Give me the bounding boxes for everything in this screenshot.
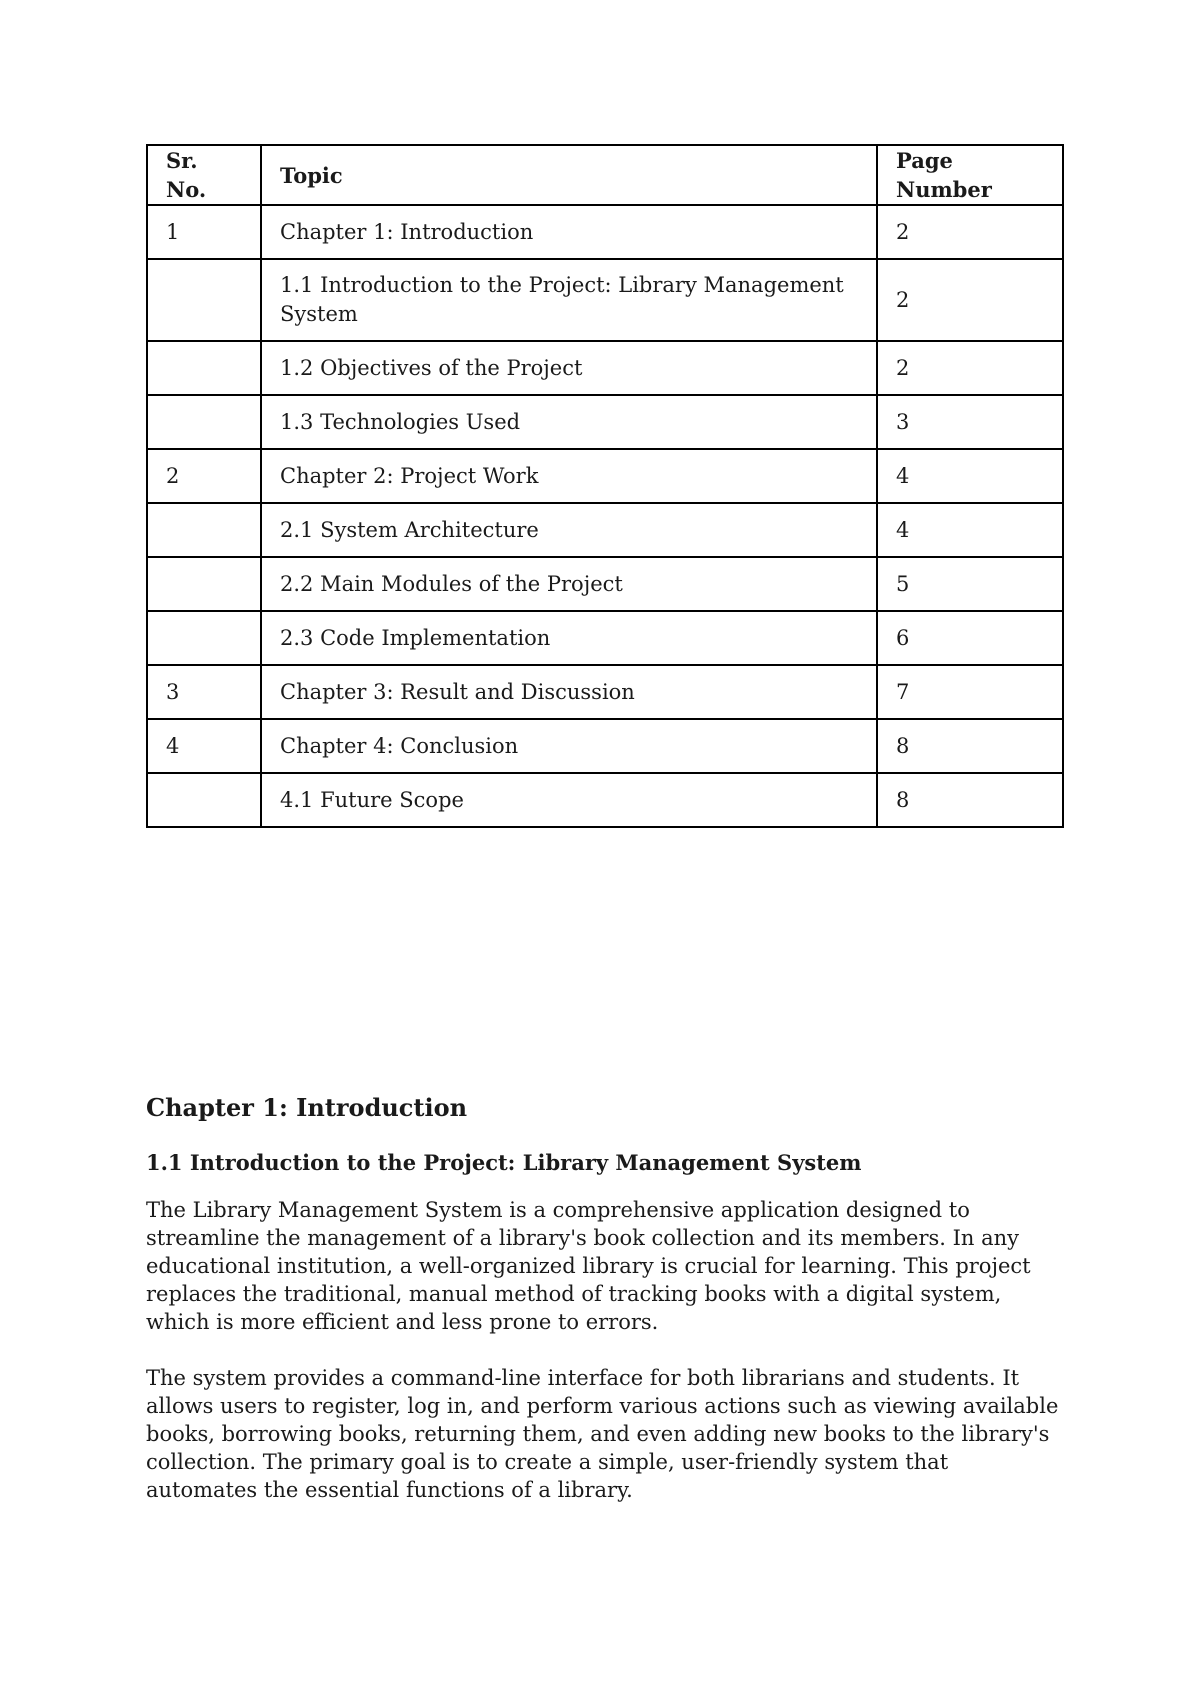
table-row [147, 611, 1063, 665]
cell-topic: 2.2 Main Modules of the Project [261, 557, 877, 611]
cell-page-number: 2 [877, 205, 1063, 259]
cell-page-number: 8 [877, 773, 1063, 827]
cell-sr-no [147, 503, 261, 557]
cell-page-number: 2 [877, 341, 1063, 395]
cell-sr-no [147, 611, 261, 665]
cell-sr-no [147, 259, 261, 341]
cell-topic: 4.1 Future Scope [261, 773, 877, 827]
paragraph: The Library Management System is a comprehensive application designed to streamline the management of a library's book collection and its members. In any educational institution, a well-organized library is crucial for learning. This project replaces the traditional, manual method of tracking books with a digital system, which is more efficient and less prone to errors. [146, 1198, 1031, 1334]
table-row [147, 395, 1063, 449]
header-topic: Topic [261, 145, 877, 205]
table-row [147, 719, 1063, 773]
table-header-row [147, 145, 1063, 205]
cell-sr-no: 1 [147, 205, 261, 259]
cell-page-number: 8 [877, 719, 1063, 773]
header-page-number: Page Number [877, 145, 1063, 205]
table-row [147, 205, 1063, 259]
cell-topic: 1.1 Introduction to the Project: Library Management System [261, 259, 877, 341]
section-title: 1.1 Introduction to the Project: Library Management System [146, 1150, 862, 1175]
cell-sr-no [147, 395, 261, 449]
cell-page-number: 4 [877, 449, 1063, 503]
table-of-contents [146, 144, 1064, 828]
cell-topic: Chapter 2: Project Work [261, 449, 877, 503]
cell-sr-no: 3 [147, 665, 261, 719]
cell-page-number: 3 [877, 395, 1063, 449]
cell-sr-no: 4 [147, 719, 261, 773]
cell-page-number: 7 [877, 665, 1063, 719]
table-row [147, 503, 1063, 557]
cell-sr-no: 2 [147, 449, 261, 503]
table-row [147, 665, 1063, 719]
cell-sr-no [147, 341, 261, 395]
header-sr-no: Sr. No. [147, 145, 261, 205]
cell-topic: Chapter 1: Introduction [261, 205, 877, 259]
chapter-content [146, 1088, 1062, 1504]
cell-topic: Chapter 3: Result and Discussion [261, 665, 877, 719]
cell-page-number: 2 [877, 259, 1063, 341]
paragraph: The system provides a command-line interface for both librarians and students. It allows users to register, log in, and perform various actions such as viewing available books, borrowing books, returning them, and even adding new books to the library's collection. The primary goal is to create a simple, user-friendly system that automates the essential functions of a library. [146, 1366, 1059, 1502]
table-row [147, 259, 1063, 341]
cell-topic: 2.3 Code Implementation [261, 611, 877, 665]
chapter-title: Chapter 1: Introduction [146, 1093, 468, 1122]
cell-page-number: 4 [877, 503, 1063, 557]
table-row [147, 557, 1063, 611]
table-row [147, 449, 1063, 503]
cell-sr-no [147, 773, 261, 827]
cell-topic: 1.3 Technologies Used [261, 395, 877, 449]
cell-page-number: 5 [877, 557, 1063, 611]
cell-topic: 1.2 Objectives of the Project [261, 341, 877, 395]
table-row [147, 773, 1063, 827]
cell-sr-no [147, 557, 261, 611]
cell-topic: 2.1 System Architecture [261, 503, 877, 557]
table-row [147, 341, 1063, 395]
cell-topic: Chapter 4: Conclusion [261, 719, 877, 773]
cell-page-number: 6 [877, 611, 1063, 665]
